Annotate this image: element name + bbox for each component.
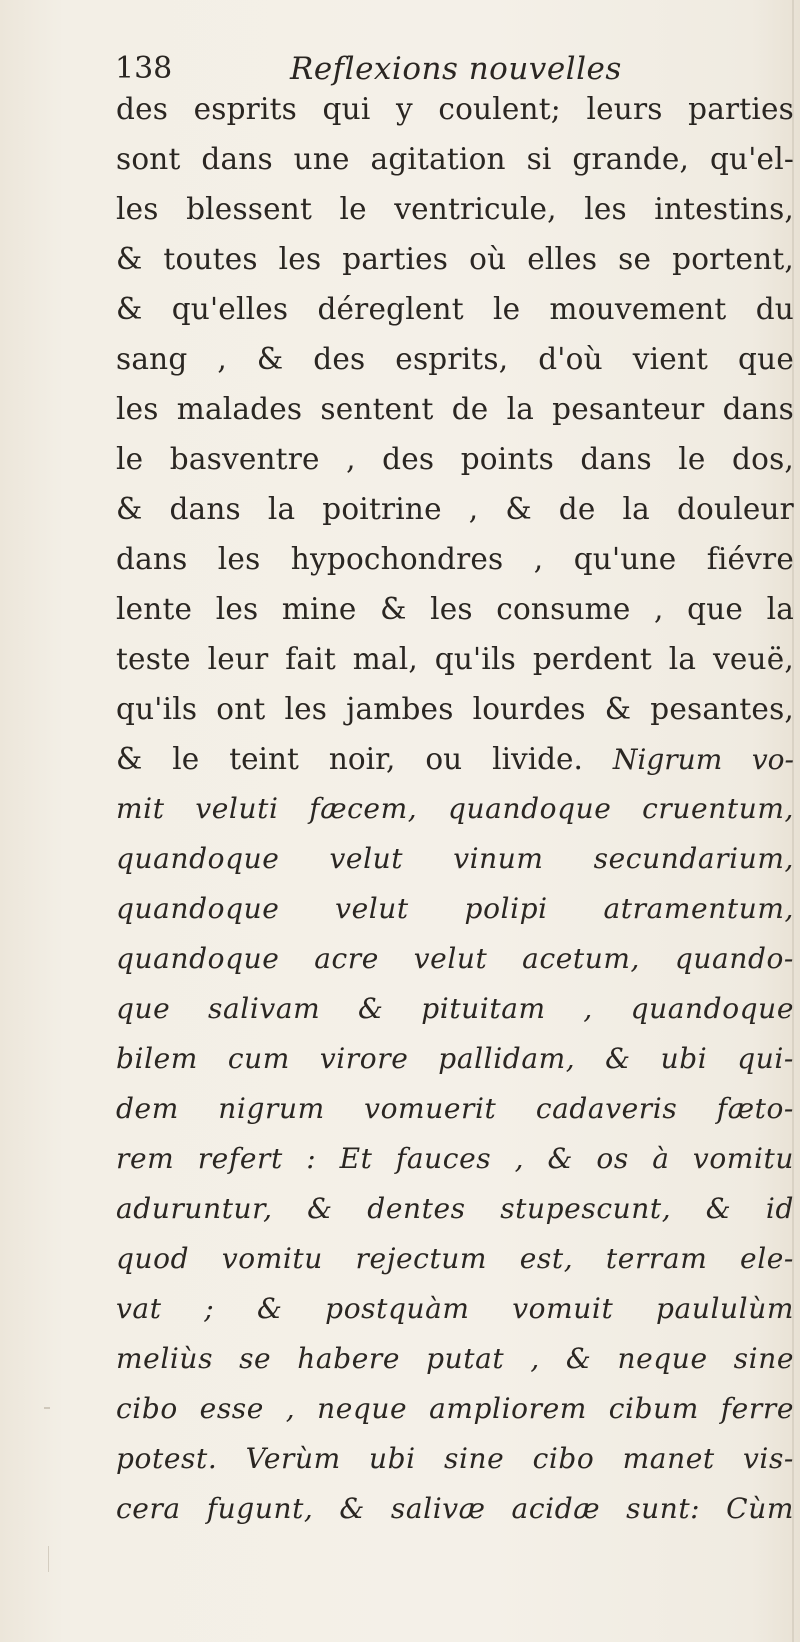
margin-mark <box>48 1546 49 1572</box>
text-line: dans les hypochondres , qu'une fiévre <box>116 542 794 576</box>
latin-quote-line: potest. Verùm ubi sine cibo manet vis- <box>116 1442 794 1475</box>
latin-quote-line: bilem cum virore pallidam, & ubi qui- <box>116 1042 794 1075</box>
latin-quote-line: dem nigrum vomuerit cadaveris fæto- <box>116 1092 794 1125</box>
latin-quote-start: Nigrum vo- <box>612 743 794 776</box>
latin-quote-line: quandoque acre velut acetum, quando- <box>116 942 794 975</box>
text-line: & qu'elles déreglent le mouvement du <box>116 292 794 326</box>
running-title: Reflexions nouvelles <box>290 51 622 87</box>
latin-quote-line: que salivam & pituitam , quandoque <box>116 992 794 1025</box>
text-line: le basventre , des points dans le dos, <box>116 442 794 476</box>
text-line: sont dans une agitation si grande, qu'el- <box>116 142 794 176</box>
latin-quote-line: mit veluti fæcem, quandoque cruentum, <box>116 792 794 825</box>
margin-mark <box>44 1407 50 1409</box>
text-line: les malades sentent de la pesanteur dans <box>116 392 794 426</box>
latin-quote-line: quod vomitu rejectum est, terram ele- <box>116 1242 794 1275</box>
latin-quote-line: aduruntur, & dentes stupescunt, & id <box>116 1192 794 1225</box>
text-line-mixed <box>116 734 794 784</box>
latin-quote-line: cibo esse , neque ampliorem cibum ferre <box>116 1392 794 1425</box>
latin-quote-line: quandoque velut vinum secundarium, <box>116 842 794 875</box>
text-line: sang , & des esprits, d'où vient que <box>116 342 794 376</box>
latin-quote-line: vat ; & postquàm vomuit paululùm <box>116 1292 794 1325</box>
latin-quote-line: meliùs se habere putat , & neque sine <box>116 1342 794 1375</box>
latin-quote-line: cera fugunt, & salivæ acidæ sunt: Cùm <box>116 1492 794 1525</box>
text-line: & dans la poitrine , & de la douleur <box>116 492 794 526</box>
text-line: des esprits qui y coulent; leurs parties <box>116 92 794 126</box>
text-line: les blessent le ventricule, les intestins, <box>116 192 794 226</box>
text-line: lente les mine & les consume , que la <box>116 592 794 626</box>
page-number: 138 <box>115 51 173 86</box>
text-line: & toutes les parties où elles se portent, <box>116 242 794 276</box>
latin-quote-line: rem refert : Et fauces , & os à vomitu <box>116 1142 794 1175</box>
latin-quote-line: quandoque velut polipi atramentum, <box>116 892 794 925</box>
roman-text: & le teint noir, ou livide. <box>116 742 583 776</box>
text-line: teste leur fait mal, qu'ils perdent la veuë, <box>116 642 794 676</box>
text-line: qu'ils ont les jambes lourdes & pesantes, <box>116 692 794 726</box>
body-text <box>116 84 794 1534</box>
